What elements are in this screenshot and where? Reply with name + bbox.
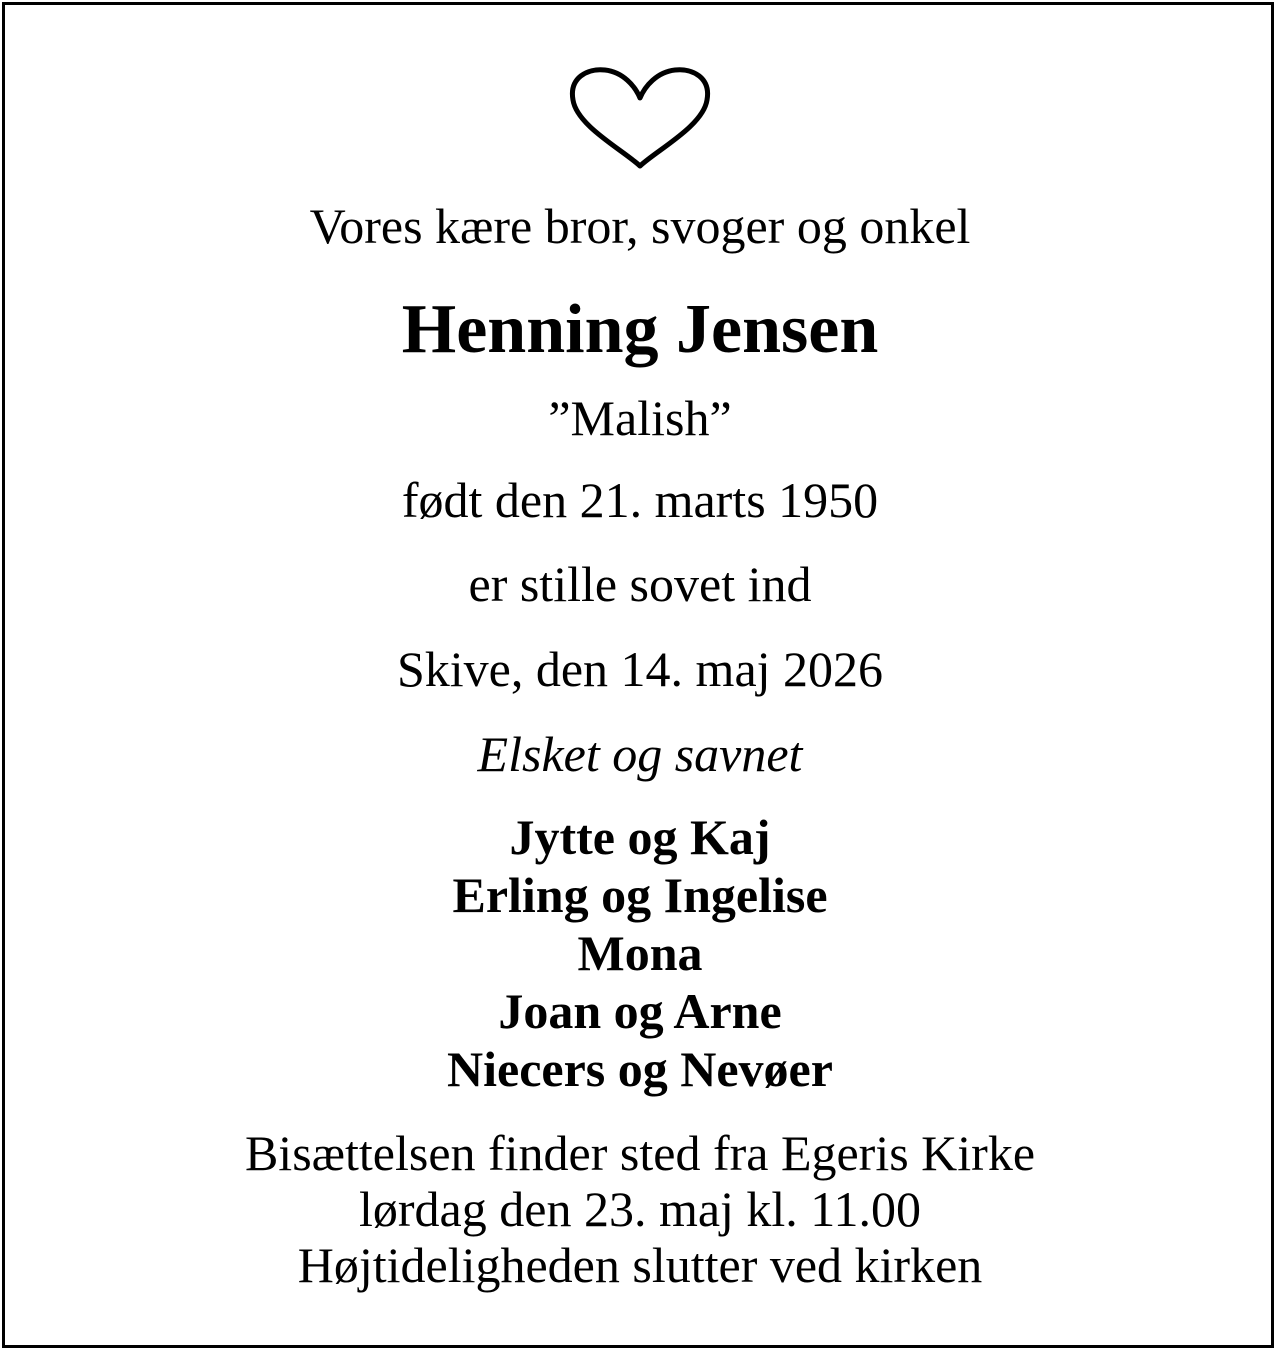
- heart-outline-icon: [565, 64, 715, 172]
- intro-text: Vores kære bror, svoger og onkel: [309, 198, 971, 254]
- deceased-name: Henning Jensen: [401, 291, 879, 368]
- mourner-name: Niecers og Nevøer: [447, 1041, 833, 1097]
- mourner-name: Mona: [577, 925, 703, 981]
- birth-date: født den 21. marts 1950: [401, 472, 879, 528]
- passing-text: er stille sovet ind: [468, 556, 812, 612]
- mourner-name: Erling og Ingelise: [452, 867, 828, 923]
- loved-and-missed: Elsket og savnet: [477, 726, 803, 782]
- place-and-date: Skive, den 14. maj 2026: [396, 641, 884, 697]
- service-info: [0, 1125, 1280, 1293]
- nickname: ”Malish”: [548, 390, 732, 446]
- service-line: Højtideligheden slutter ved kirken: [297, 1237, 983, 1293]
- mourners-list: [0, 808, 1280, 1098]
- mourner-name: Joan og Arne: [498, 983, 782, 1039]
- service-line: Bisættelsen finder sted fra Egeris Kirke: [244, 1125, 1036, 1181]
- service-line: lørdag den 23. maj kl. 11.00: [359, 1181, 921, 1237]
- mourner-name: Jytte og Kaj: [509, 809, 771, 865]
